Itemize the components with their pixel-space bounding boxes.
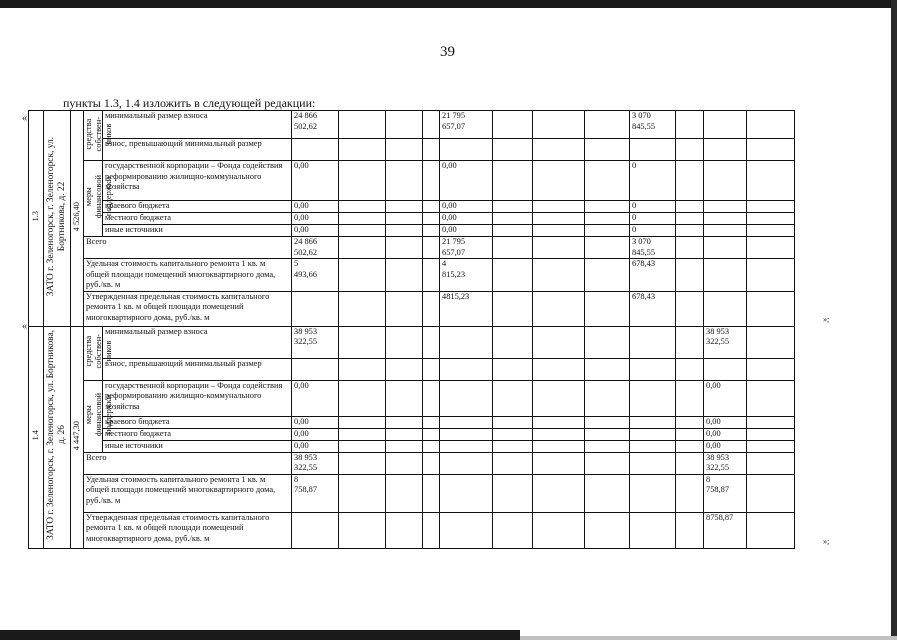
value-cell: 3 070 845,55 (630, 111, 676, 139)
empty-cell (585, 237, 630, 259)
value-cell (292, 291, 339, 326)
value-cell (704, 291, 747, 326)
value-cell: 678,43 (630, 291, 676, 326)
empty-cell (747, 213, 795, 225)
empty-cell (339, 474, 386, 512)
empty-cell (493, 291, 533, 326)
value-cell (630, 326, 676, 358)
empty-cell (747, 474, 795, 512)
empty-cell (386, 225, 423, 237)
empty-cell (585, 291, 630, 326)
value-cell: 21 795 657,07 (440, 111, 493, 139)
empty-cell (339, 452, 386, 474)
row-label: иные источники (103, 440, 292, 452)
empty-cell (585, 416, 630, 428)
value-cell (630, 452, 676, 474)
value-cell: 0,00 (440, 213, 493, 225)
empty-cell (423, 474, 440, 512)
value-cell: 0,00 (292, 416, 339, 428)
empty-cell (423, 161, 440, 201)
empty-cell (423, 201, 440, 213)
table-row (29, 512, 795, 548)
empty-cell (339, 291, 386, 326)
value-cell: 0,00 (440, 161, 493, 201)
row-label: Утвержденная предельная стоимость капитального ремонта 1 кв. м общей площади помещений многоквартирного дома, руб./кв. м (84, 512, 292, 548)
empty-cell (747, 291, 795, 326)
row-label: местного бюджета (103, 428, 292, 440)
empty-cell (339, 416, 386, 428)
table-row (29, 291, 795, 326)
empty-cell (585, 474, 630, 512)
row-label: иные источники (103, 225, 292, 237)
empty-cell (339, 237, 386, 259)
empty-cell (676, 440, 704, 452)
empty-cell (676, 161, 704, 201)
value-cell (292, 512, 339, 548)
empty-cell (533, 512, 585, 548)
value-cell: 24 866 502,62 (292, 111, 339, 139)
value-cell (704, 237, 747, 259)
empty-cell (423, 358, 440, 380)
empty-cell (704, 358, 747, 380)
empty-cell (493, 111, 533, 139)
empty-cell (386, 380, 423, 416)
value-cell: 0 (630, 161, 676, 201)
value-cell: 8 758,87 (704, 474, 747, 512)
repair-cost-table (28, 110, 795, 549)
empty-cell (533, 237, 585, 259)
scan-edge-right (891, 0, 897, 640)
value-cell (704, 259, 747, 292)
value-cell: 0 (630, 225, 676, 237)
row-label: государственной корпорации – Фонда содействия реформированию жилищно-коммунального хозяйства (103, 380, 292, 416)
empty-cell (585, 111, 630, 139)
empty-cell (493, 474, 533, 512)
empty-cell (676, 225, 704, 237)
empty-cell (533, 474, 585, 512)
item-number (29, 111, 44, 327)
empty-cell (676, 358, 704, 380)
value-cell: 24 866 502,62 (292, 237, 339, 259)
empty-cell (386, 201, 423, 213)
empty-cell (339, 380, 386, 416)
value-cell: 0 (630, 201, 676, 213)
empty-cell (747, 111, 795, 139)
empty-cell (339, 440, 386, 452)
empty-cell (493, 440, 533, 452)
empty-cell (533, 259, 585, 292)
empty-cell (423, 416, 440, 428)
empty-cell (585, 380, 630, 416)
value-cell (440, 474, 493, 512)
value-cell (440, 380, 493, 416)
source-group-support (84, 161, 113, 237)
empty-cell (440, 358, 493, 380)
empty-cell (747, 237, 795, 259)
table-row (29, 452, 795, 474)
empty-cell (292, 139, 339, 161)
empty-cell (676, 380, 704, 416)
empty-cell (339, 512, 386, 548)
empty-cell (676, 213, 704, 225)
source-group-own-funds (84, 326, 113, 380)
empty-cell (747, 139, 795, 161)
empty-cell (386, 139, 423, 161)
empty-cell (493, 452, 533, 474)
value-cell (630, 440, 676, 452)
table-row (29, 225, 795, 237)
empty-cell (339, 225, 386, 237)
row-label: Всего (84, 452, 292, 474)
empty-cell (423, 225, 440, 237)
value-cell (704, 225, 747, 237)
empty-cell (423, 237, 440, 259)
empty-cell (386, 213, 423, 225)
empty-cell (747, 416, 795, 428)
table-row (29, 416, 795, 428)
empty-cell (386, 291, 423, 326)
item-number (29, 326, 44, 548)
empty-cell (386, 326, 423, 358)
empty-cell (533, 452, 585, 474)
empty-cell (676, 326, 704, 358)
empty-cell (585, 139, 630, 161)
quote-mark-open: « (22, 113, 27, 124)
value-cell: 0,00 (704, 416, 747, 428)
value-cell: 4815,23 (440, 291, 493, 326)
value-cell: 0,00 (704, 380, 747, 416)
empty-cell (493, 201, 533, 213)
source-group-support-text: меры финансовой поддержки (84, 392, 113, 436)
empty-cell (386, 161, 423, 201)
empty-cell (676, 452, 704, 474)
value-cell (630, 474, 676, 512)
value-cell: 4 815,23 (440, 259, 493, 292)
empty-cell (533, 326, 585, 358)
empty-cell (339, 161, 386, 201)
item-address (44, 326, 71, 548)
empty-cell (339, 259, 386, 292)
empty-cell (676, 111, 704, 139)
empty-cell (339, 201, 386, 213)
empty-cell (386, 259, 423, 292)
value-cell: 38 953 322,55 (292, 326, 339, 358)
empty-cell (676, 201, 704, 213)
empty-cell (292, 358, 339, 380)
empty-cell (339, 111, 386, 139)
empty-cell (747, 380, 795, 416)
empty-cell (386, 358, 423, 380)
empty-cell (676, 139, 704, 161)
value-cell (704, 161, 747, 201)
row-label: краевого бюджета (103, 201, 292, 213)
empty-cell (585, 428, 630, 440)
empty-cell (747, 358, 795, 380)
empty-cell (585, 512, 630, 548)
source-group-own-funds (84, 111, 113, 161)
empty-cell (747, 161, 795, 201)
page-number: 39 (440, 44, 455, 60)
value-cell: 21 795 657,07 (440, 237, 493, 259)
empty-cell (533, 139, 585, 161)
empty-cell (630, 139, 676, 161)
empty-cell (493, 259, 533, 292)
empty-cell (423, 213, 440, 225)
empty-cell (533, 225, 585, 237)
value-cell: 0,00 (292, 213, 339, 225)
table-row (29, 259, 795, 292)
empty-cell (339, 358, 386, 380)
value-cell (704, 201, 747, 213)
empty-cell (747, 259, 795, 292)
empty-cell (747, 440, 795, 452)
empty-cell (386, 452, 423, 474)
scan-edge-bottom (0, 630, 520, 640)
empty-cell (493, 161, 533, 201)
value-cell (630, 416, 676, 428)
intro-text: пункты 1.3, 1.4 изложить в следующей редакции: (63, 96, 316, 110)
value-cell: 0,00 (704, 428, 747, 440)
source-group-support (84, 380, 113, 452)
row-label: взнос, превышающий минимальный размер (103, 358, 292, 380)
value-cell (440, 326, 493, 358)
empty-cell (493, 416, 533, 428)
empty-cell (585, 440, 630, 452)
empty-cell (585, 358, 630, 380)
value-cell (440, 428, 493, 440)
table-row (29, 139, 795, 161)
empty-cell (676, 512, 704, 548)
empty-cell (339, 139, 386, 161)
source-group-own-funds-text: средства собствен- ников (84, 116, 113, 151)
empty-cell (585, 201, 630, 213)
empty-cell (493, 380, 533, 416)
scan-edge-bottom-light (520, 636, 897, 640)
value-cell (440, 440, 493, 452)
empty-cell (423, 452, 440, 474)
empty-cell (676, 416, 704, 428)
item-number-text: 1.3 (31, 211, 40, 222)
empty-cell (423, 512, 440, 548)
empty-cell (676, 291, 704, 326)
value-cell (440, 416, 493, 428)
empty-cell (493, 512, 533, 548)
empty-cell (533, 213, 585, 225)
empty-cell (339, 213, 386, 225)
table-row (29, 237, 795, 259)
empty-cell (630, 358, 676, 380)
empty-cell (386, 111, 423, 139)
empty-cell (676, 428, 704, 440)
row-label: Утвержденная предельная стоимость капитального ремонта 1 кв. м общей площади помещений многоквартирного дома, руб./кв. м (84, 291, 292, 326)
empty-cell (493, 326, 533, 358)
row-label: минимальный размер взноса (103, 326, 292, 358)
value-cell: 0,00 (440, 225, 493, 237)
value-cell: 38 953 322,55 (704, 326, 747, 358)
empty-cell (423, 259, 440, 292)
empty-cell (533, 416, 585, 428)
value-cell: 0 (630, 213, 676, 225)
item-address (44, 111, 71, 327)
empty-cell (585, 225, 630, 237)
value-cell: 8758,87 (704, 512, 747, 548)
empty-cell (493, 358, 533, 380)
value-cell: 0,00 (292, 161, 339, 201)
row-label: минимальный размер взноса (103, 111, 292, 139)
row-label: Всего (84, 237, 292, 259)
value-cell (704, 111, 747, 139)
source-group-support-text: меры финансовой поддержки (84, 175, 113, 219)
value-cell (440, 452, 493, 474)
empty-cell (747, 512, 795, 548)
empty-cell (493, 139, 533, 161)
value-cell (440, 512, 493, 548)
empty-cell (585, 259, 630, 292)
empty-cell (585, 161, 630, 201)
table-row (29, 474, 795, 512)
empty-cell (585, 326, 630, 358)
row-label: Удельная стоимость капитального ремонта 1 кв. м общей площади помещений многоквартирного дома, руб./кв. м (84, 259, 292, 292)
value-cell: 0,00 (440, 201, 493, 213)
scan-edge-top (0, 0, 897, 8)
empty-cell (423, 326, 440, 358)
value-cell (630, 512, 676, 548)
empty-cell (585, 452, 630, 474)
value-cell: 0,00 (292, 440, 339, 452)
empty-cell (533, 428, 585, 440)
empty-cell (533, 201, 585, 213)
empty-cell (423, 380, 440, 416)
value-cell: 3 070 845,55 (630, 237, 676, 259)
row-label: краевого бюджета (103, 416, 292, 428)
item-address-text: ЗАТО г. Зеленогорск, г. Зеленогорск, ул. Бортникова, д. 22 (46, 136, 67, 297)
empty-cell (386, 237, 423, 259)
table-row (29, 326, 795, 358)
empty-cell (585, 213, 630, 225)
empty-cell (493, 428, 533, 440)
quote-mark-open: « (22, 321, 27, 332)
value-cell (630, 428, 676, 440)
empty-cell (423, 139, 440, 161)
empty-cell (676, 237, 704, 259)
value-cell: 0,00 (704, 440, 747, 452)
table-row (29, 440, 795, 452)
empty-cell (386, 416, 423, 428)
empty-cell (440, 139, 493, 161)
item-area-text: 4 447,30 (72, 420, 81, 450)
empty-cell (533, 380, 585, 416)
row-label: местного бюджета (103, 213, 292, 225)
empty-cell (704, 139, 747, 161)
empty-cell (533, 111, 585, 139)
empty-cell (747, 225, 795, 237)
empty-cell (676, 259, 704, 292)
empty-cell (493, 225, 533, 237)
empty-cell (747, 452, 795, 474)
empty-cell (747, 326, 795, 358)
item-area-text: 4 526,40 (72, 201, 81, 232)
table-row (29, 358, 795, 380)
empty-cell (493, 237, 533, 259)
empty-cell (533, 161, 585, 201)
empty-cell (339, 428, 386, 440)
value-cell: 0,00 (292, 428, 339, 440)
empty-cell (533, 358, 585, 380)
empty-cell (423, 428, 440, 440)
row-label: Удельная стоимость капитального ремонта 1 кв. м общей площади помещений многоквартирного дома, руб./кв. м (84, 474, 292, 512)
item-area (71, 326, 84, 548)
value-cell (630, 380, 676, 416)
row-label: государственной корпорации – Фонда содействия реформированию жилищно-коммунального хозяйства (103, 161, 292, 201)
value-cell: 0,00 (292, 380, 339, 416)
empty-cell (423, 440, 440, 452)
table-row (29, 380, 795, 416)
empty-cell (747, 201, 795, 213)
value-cell (704, 213, 747, 225)
value-cell: 678,43 (630, 259, 676, 292)
source-group-own-funds-text: средства собствен- ников (84, 334, 113, 369)
empty-cell (386, 428, 423, 440)
empty-cell (493, 213, 533, 225)
table-row (29, 111, 795, 139)
empty-cell (533, 440, 585, 452)
table-row (29, 201, 795, 213)
empty-cell (533, 291, 585, 326)
empty-cell (676, 474, 704, 512)
empty-cell (423, 111, 440, 139)
value-cell: 5 493,66 (292, 259, 339, 292)
empty-cell (386, 474, 423, 512)
value-cell: 8 758,87 (292, 474, 339, 512)
quote-mark-close: »; (823, 315, 830, 324)
row-label: взнос, превышающий минимальный размер (103, 139, 292, 161)
empty-cell (423, 291, 440, 326)
empty-cell (386, 440, 423, 452)
table-row (29, 213, 795, 225)
value-cell: 0,00 (292, 201, 339, 213)
table-row (29, 428, 795, 440)
empty-cell (339, 326, 386, 358)
item-number-text: 1.4 (31, 430, 40, 441)
value-cell: 0,00 (292, 225, 339, 237)
value-cell: 38 953 322,55 (704, 452, 747, 474)
item-area (71, 111, 84, 327)
empty-cell (386, 512, 423, 548)
table-row (29, 161, 795, 201)
quote-mark-close: »; (823, 537, 830, 546)
value-cell: 38 953 322,55 (292, 452, 339, 474)
item-address-text: ЗАТО г. Зеленогорск, г. Зеленогорск, ул. Бортникова, д. 26 (46, 330, 67, 541)
empty-cell (747, 428, 795, 440)
